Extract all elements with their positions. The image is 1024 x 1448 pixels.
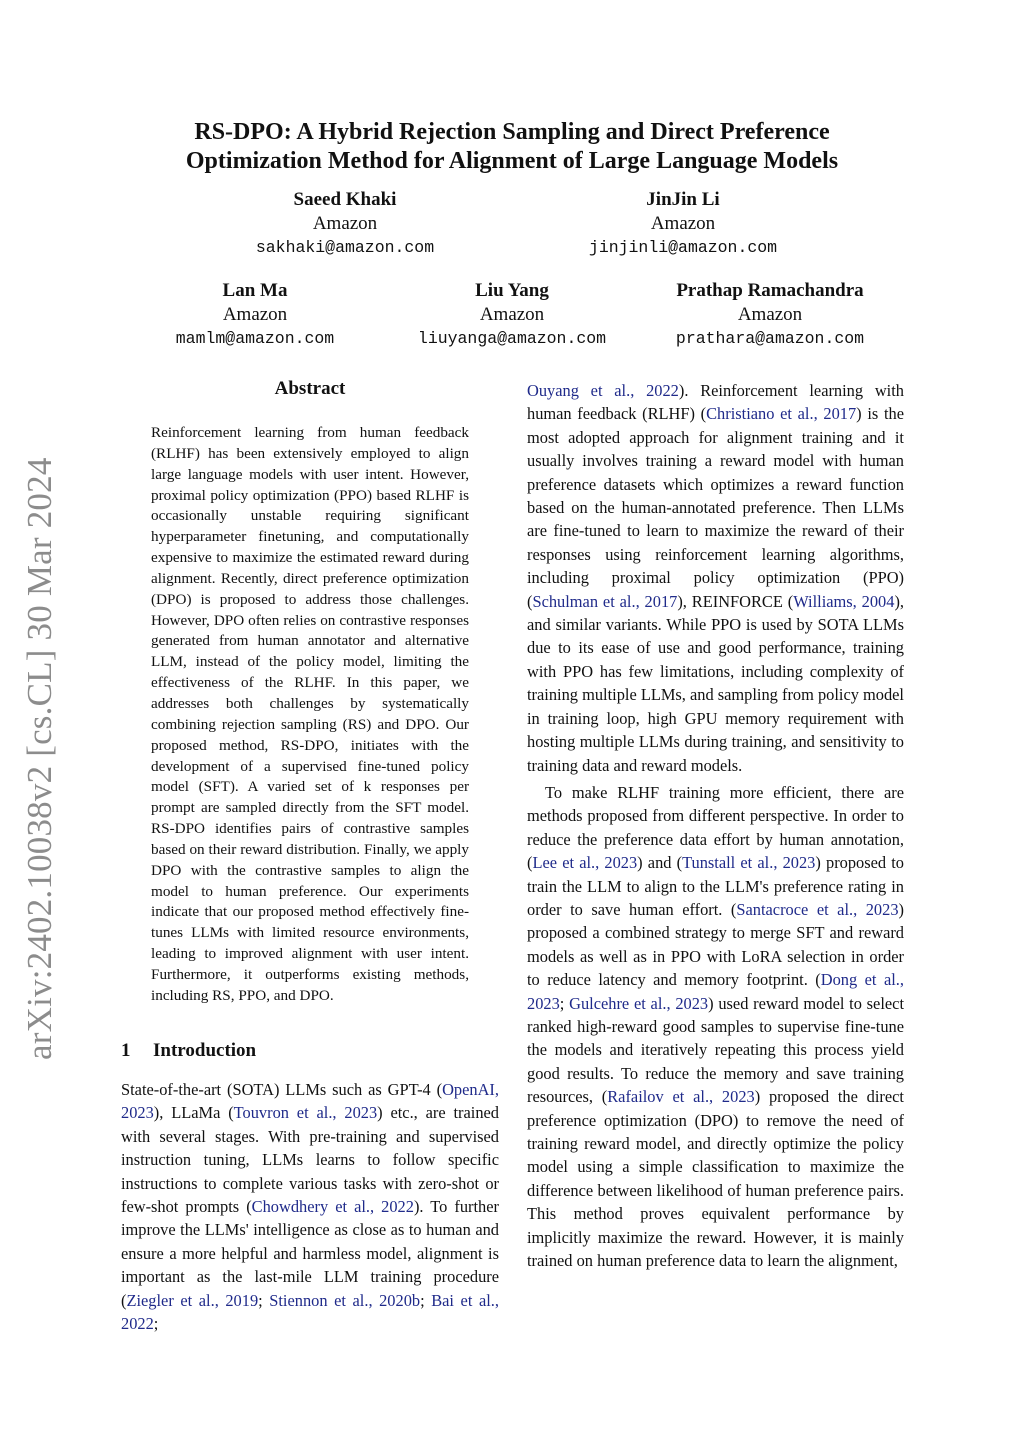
body-text: ; [258, 1290, 270, 1310]
author-affiliation: Amazon [479, 304, 545, 325]
intro-paragraph [527, 379, 904, 777]
author-name: JinJin Li [646, 189, 720, 210]
citation-link[interactable]: Santacroce et al., 2023 [736, 899, 899, 919]
body-text: ; [559, 993, 570, 1013]
title-line-1: RS-DPO: A Hybrid Rejection Sampling and Direct Preference [194, 119, 830, 145]
section-heading [121, 1040, 501, 1062]
intro-left-column [121, 1078, 499, 1335]
citation-link[interactable]: Williams, 2004 [793, 591, 895, 611]
author-email[interactable]: sakhaki@amazon.com [255, 238, 435, 257]
body-text: ) is the most adopted approach for alignment training and it usually involves training a reward model with human preference datasets which optimizes a reward function based on the human-annotated preference. Then LLMs are fine-tuned to learn to maximize the reward of their responses using reinforcement learning algorithms, including proximal policy optimization (PPO) ( [527, 404, 904, 611]
citation-link[interactable]: Bai et al., 2022 [121, 1290, 499, 1334]
citation-link[interactable]: OpenAI, 2023 [121, 1080, 499, 1123]
author-affiliation: Amazon [312, 213, 378, 234]
author-name: Liu Yang [475, 280, 549, 301]
body-text: State-of-the-art (SOTA) LLMs such as GPT-4 ( [121, 1080, 443, 1099]
intro-paragraph [121, 1078, 499, 1335]
intro-paragraph [527, 781, 904, 1273]
title-line-2: Optimization Method for Alignment of Large Language Models [185, 148, 839, 174]
citation-link[interactable]: Schulman et al., 2017 [532, 591, 678, 611]
arxiv-identifier-stamp: arXiv:2402.10038v2 [cs.CL] 30 Mar 2024 [20, 457, 59, 1060]
citation-link[interactable]: Stiennon et al., 2020b [269, 1290, 421, 1310]
body-text: ; [420, 1290, 432, 1310]
section-title: Introduction [153, 1040, 257, 1061]
author-email[interactable]: liuyanga@amazon.com [417, 329, 607, 348]
intro-right-column [527, 379, 904, 1272]
citation-link[interactable]: Dong et al., 2023 [527, 970, 904, 1013]
citation-link[interactable]: Touvron et al., 2023 [233, 1103, 378, 1123]
abstract-heading: Abstract [274, 378, 346, 399]
body-text: ) proposed a combined strategy to merge SFT and reward models as well as in PPO with LoRA selection in order to reduce latency and memory footprint. ( [527, 899, 904, 990]
author-affiliation: Amazon [737, 304, 803, 325]
citation-link[interactable]: Chowdhery et al., 2022 [251, 1197, 414, 1217]
body-text: To make RLHF training more efficient, there are methods proposed from different perspective. In order to reduce the preference data effort by human annotation, ( [527, 782, 904, 873]
citation-link[interactable]: Gulcehre et al., 2023 [569, 993, 709, 1013]
body-text: ) and ( [637, 853, 683, 873]
body-text: ). To further improve the LLMs' intelligence as close as to human and ensure a more helpful and harmless model, alignment is important as the last-mile LLM training procedure ( [121, 1197, 499, 1310]
citation-link[interactable]: Ouyang et al., 2022 [527, 381, 679, 400]
citation-link[interactable]: Christiano et al., 2017 [706, 404, 857, 424]
body-text: ) etc., are trained with several stages. With pre-training and supervised instruction tuning, LLMs learns to follow specific instructions to complete various tasks with zero-shot or few-shot prompts ( [121, 1103, 499, 1217]
author-affiliation: Amazon [222, 304, 288, 325]
author-block [660, 279, 880, 351]
citation-link[interactable]: Tunstall et al., 2023 [682, 853, 816, 873]
author-block [160, 279, 350, 351]
body-text: ). Reinforcement learning with human feedback (RLHF) ( [527, 381, 904, 424]
body-text: ) proposed to train the LLM to align to the LLM's preference rating in order to save human effort. ( [527, 853, 905, 919]
body-text: ), LLaMa ( [153, 1103, 234, 1123]
body-text: ), and similar variants. While PPO is used by SOTA LLMs due to its ease of use and good performance, training with PPO has few limitations, including complexity of training multiple LLMs, and sampling from policy model in training loop, high GPU memory requirement with hosting multiple LLMs during training, and sensitivity to training data and reward models. [527, 591, 904, 775]
abstract-text: Reinforcement learning from human feedback (RLHF) has been extensively employed to align large language models with user intent. However, proximal policy optimization (PPO) based RLHF is occasionally unstable requiring significant hyperparameter finetuning, and computationally expensive to maximize the estimated reward during alignment. Recently, direct preference optimization (DPO) is proposed to address those challenges. However, DPO often relies on contrastive responses generated from human annotator and alternative LLM, instead of the policy model, limiting the effectiveness of the RLHF. In this paper, we addresses both challenges by systematically combining rejection sampling (RS) and DPO. Our proposed method, RS-DPO, initiates with the development of a supervised fine-tuned policy model (SFT). A varied set of k responses per prompt are sampled directly from the SFT model. RS-DPO identifies pairs of contrastive samples based on their reward distribution. Finally, we apply DPO with the contrastive samples to align the model to human preference. Our experiments indicate that our proposed method effectively fine-tunes LLMs with limited resource environments, leading to improved alignment with user intent. Furthermore, it outperforms existing methods, including RS, PPO, and DPO. [151, 424, 469, 1004]
body-text: ) used reward model to select ranked high-reward good samples to supervise fine-tune the models and iteratively repeating this process yield good results. To reduce the memory and save training resources, ( [527, 993, 904, 1107]
author-block [402, 279, 622, 351]
section-number: 1 [121, 1040, 131, 1061]
citation-link[interactable]: Ziegler et al., 2019 [126, 1290, 259, 1310]
author-email[interactable]: jinjinli@amazon.com [588, 238, 778, 257]
author-email[interactable]: mamlm@amazon.com [175, 329, 335, 348]
author-name: Saeed Khaki [293, 189, 397, 210]
author-block [245, 188, 445, 260]
author-email[interactable]: prathara@amazon.com [675, 329, 865, 348]
body-text: ; [153, 1314, 159, 1334]
body-text: ), REINFORCE ( [677, 591, 794, 611]
body-text: ) proposed the direct preference optimization (DPO) to remove the need of training reward model, and directly optimize the policy model using a simple classification to maximize the difference between likelihood of human preference pairs. This method proves equivalent performance by implicitly maximize the reward. However, it is mainly trained on human preference data to learn the alignment, [527, 1087, 904, 1271]
author-block [573, 188, 793, 260]
paper-title [100, 118, 924, 176]
citation-link[interactable]: Rafailov et al., 2023 [607, 1087, 755, 1107]
author-affiliation: Amazon [650, 213, 716, 234]
citation-link[interactable]: Lee et al., 2023 [532, 853, 638, 873]
author-name: Prathap Ramachandra [676, 280, 864, 301]
author-name: Lan Ma [222, 280, 288, 301]
